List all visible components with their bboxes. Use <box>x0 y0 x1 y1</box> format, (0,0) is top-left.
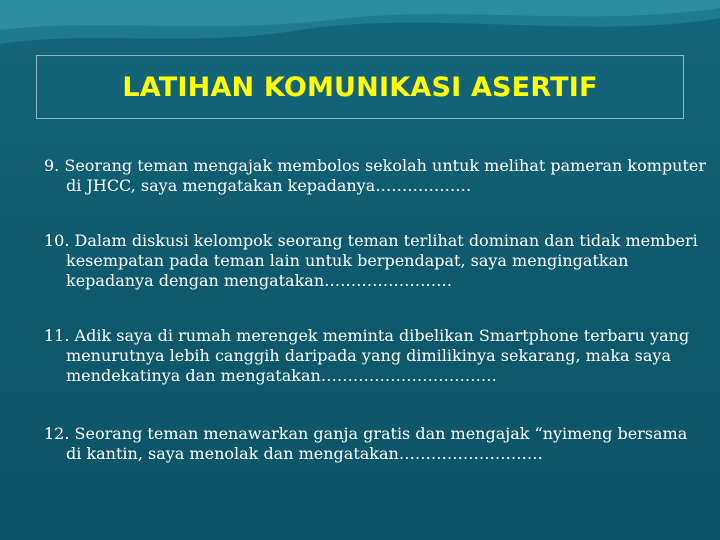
question-item-9: 9. Seorang teman mengajak membolos sekolah untuk melihat pameran komputer di JHCC, saya mengatakan kepadanya……………… <box>44 156 706 195</box>
slide-title: LATIHAN KOMUNIKASI ASERTIF <box>122 71 598 103</box>
title-frame <box>36 55 684 119</box>
question-item-12: 12. Seorang teman menawarkan ganja gratis dan mengajak “nyimeng bersama di kantin, saya menolak dan mengatakan……………………… <box>44 424 688 463</box>
question-item-11: 11. Adik saya di rumah merengek meminta dibelikan Smartphone terbaru yang menurutnya lebih canggih daripada yang dimilikinya sekarang, maka saya mendekatinya dan mengatakan…………………………… <box>44 326 690 385</box>
question-item-10: 10. Dalam diskusi kelompok seorang teman terlihat dominan dan tidak memberi kesempatan pada teman lain untuk berpendapat, saya mengingatkan kepadanya dengan mengatakan…………………… <box>44 231 698 290</box>
